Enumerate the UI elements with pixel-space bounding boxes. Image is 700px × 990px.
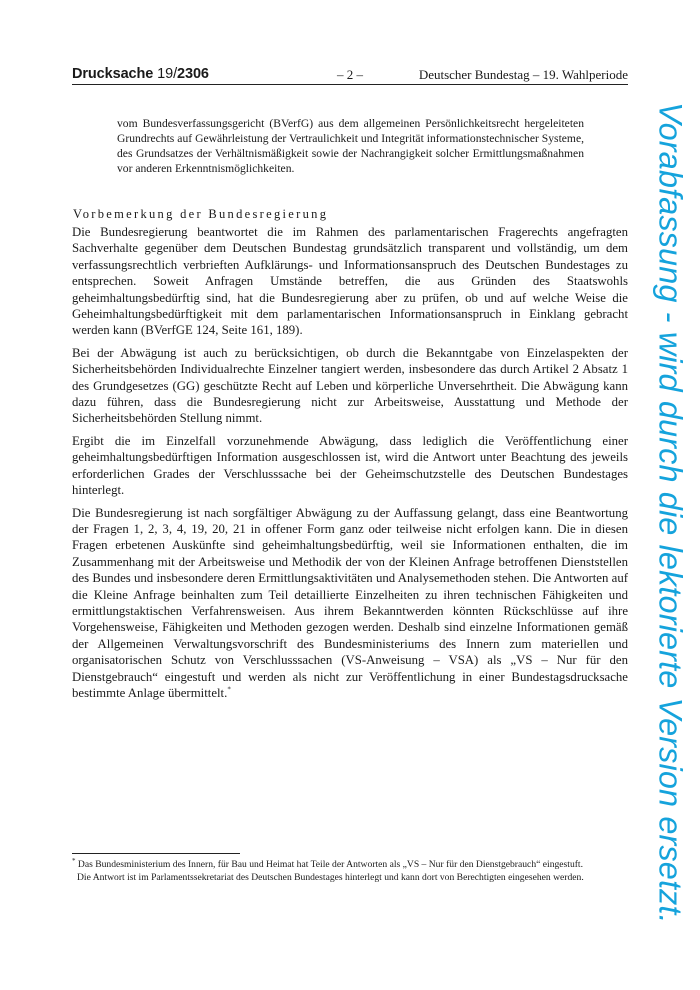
section-heading: Vorbemerkung der Bundesregierung	[73, 207, 329, 221]
paragraph-4-text: Die Bundesregierung ist nach sorgfältiger Abwägung zu der Auffassung gelangt, dass eine Beantwortung der Fragen 1, 2, 3, 4, 19, 20, 21 in offener Form ganz oder teilweise nicht erfolgen kann. Die in diesen Fragen erbetenen Auskünfte sind geheimhaltungsbedürftig, weil sie Informationen enthalten, die im Zusammenhang mit der Arbeitsweise und Methodik der von der Kleinen Anfrage betroffenen Dienststellen des Bundes und insbesondere deren Ermittlungsaktivitäten und Analysemethoden stehen. Die Antworten auf die Kleine Anfrage beinhalten zum Teil detaillierte Einzelheiten zu ihren technischen Fähigkeiten und ermittlungstaktischen Verfahrensweisen. Aus ihrem Bekanntwerden könnten Rückschlüsse auf ihre Vorgehensweise, Fähigkeiten und Methoden gezogen werden. Deshalb sind einzelne Informationen gemäß der Allgemeinen Verwaltungsvorschrift des Bundesministeriums des Innern zum materiellen und organisatorischen Schutz von Verschlusssachen (VS-Anweisung – VSA) als „VS – Nur für den Dienstgebrauch“ eingestuft und werden als nicht zur Veröffentlichung in einer Bundestagsdrucksache bestimmte Anlage übermittelt.	[72, 505, 628, 700]
page-header	[72, 66, 628, 86]
footnote-rule	[72, 853, 240, 854]
body-text	[72, 224, 628, 701]
footnote-ref: *	[227, 685, 231, 694]
header-rule	[72, 84, 628, 85]
doc-label: Drucksache	[72, 66, 154, 82]
doc-number: 2306	[177, 66, 209, 82]
watermark	[645, 101, 695, 924]
paragraph-3: Ergibt die im Einzelfall vorzunehmende Abwägung, dass lediglich die Veröffentlichung einer geheimhaltungsbedürftigen Information ausgeschlossen ist, wird die Antwort unter Beachtung des jeweils erforderlichen Grades der Verschlusssache bei der Geheimschutzstelle des Deutschen Bundestages hinterlegt.	[72, 433, 628, 498]
footnote	[72, 858, 632, 884]
watermark-text: Vorabfassung - wird durch die lektorierte Version ersetzt.	[652, 101, 689, 924]
paragraph-2: Bei der Abwägung ist auch zu berücksichtigen, ob durch die Bekanntgabe von Einzelaspekten der Sicherheitsbehörden Individualrechte Einzelner tangiert werden, insbesondere das durch Artikel 2 Absatz 1 des Grundgesetzes (GG) geschützte Recht auf Leben und körperliche Unversehrtheit. Die Abwägung kann dazu führen, dass die Bundesregierung nicht zur Arbeitsweise, Ausstattung und Methode der Sicherheitsbehörden Stellung nimmt.	[72, 345, 628, 426]
page-number: – 2 –	[337, 67, 363, 82]
footnote-line-2: Die Antwort ist im Parlamentssekretariat des Deutschen Bundestages hinterlegt und kann dort von Berechtigten eingesehen werden.	[77, 872, 584, 884]
paragraph-4	[72, 505, 628, 702]
footnote-line-1	[72, 858, 632, 871]
publisher: Deutscher Bundestag – 19. Wahlperiode	[418, 67, 628, 82]
doc-number-prefix: 19/	[157, 66, 178, 82]
footnote-text-1: Das Bundesministerium des Innern, für Bau und Heimat hat Teile der Antworten als „VS – Nur für den Dienstgebrauch“ eingestuft.	[77, 859, 584, 870]
paragraph-1: Die Bundesregierung beantwortet die im Rahmen des parlamentarischen Fragerechts angefragten Sachverhalte gegenüber dem Deutschen Bundestag grundsätzlich transparent und vollständig, um dem verfassungsrechtlich verbrieften Aufklärungs- und Informationsanspruch des Deutschen Bundestages zu entsprechen. Soweit Anfragen Umstände betreffen, die aus Gründen des Staatswohls geheimhaltungsbedürftig sind, hat die Bundesregierung aber zu prüfen, ob und auf welche Weise die Geheimhaltungsbedürftigkeit mit dem parlamentarischen Informationsanspruch in Einklang gebracht werden kann (BVerfGE 124, Seite 161, 189).	[72, 225, 628, 338]
footnote-marker: *	[72, 856, 76, 865]
question-continuation: vom Bundesverfassungsgericht (BVerfG) aus dem allgemeinen Persönlichkeitsrecht hergeleiteten Grundrechts auf Gewährleistung der Vertraulichkeit und Integrität informationstechnischer Systeme, des Grundsatzes der Verhältnismäßigkeit sowie der Nachrangigkeit solcher Ermittlungsmaßnahmen vor anderen Erkenntnismöglichkeiten.	[117, 117, 584, 176]
